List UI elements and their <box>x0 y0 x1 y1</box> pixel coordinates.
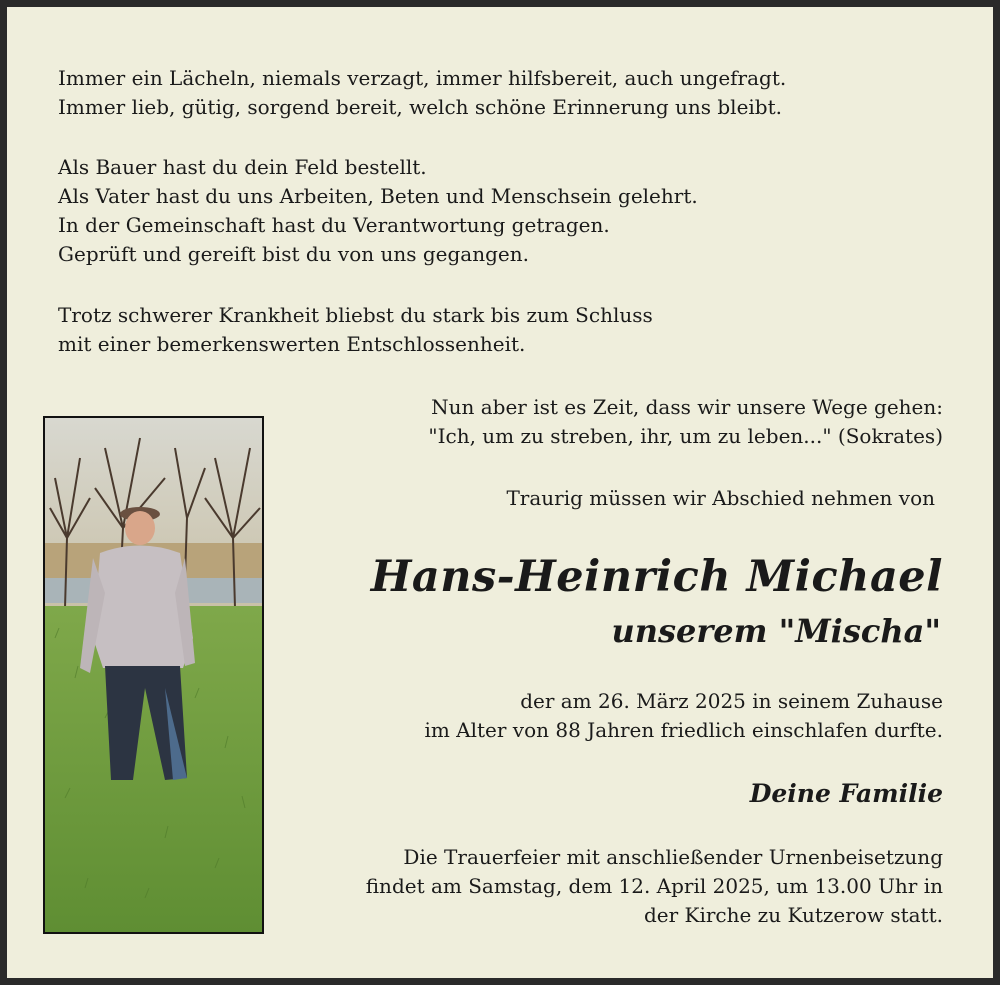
funeral-line: findet am Samstag, dem 12. April 2025, um 13.00 Uhr in <box>365 874 943 898</box>
deceased-name: Hans-Heinrich Michael <box>370 552 943 602</box>
funeral-line: Die Trauerfeier mit anschließender Urnenbeisetzung <box>403 845 943 869</box>
verse-2 <box>58 153 698 269</box>
farewell-intro: Traurig müssen wir Abschied nehmen von <box>506 486 935 510</box>
quote-line: "Ich, um zu streben, ihr, um zu leben..." (Sokrates) <box>428 424 943 448</box>
verse-3 <box>58 301 653 359</box>
notice-line: der am 26. März 2025 in seinem Zuhause <box>520 689 943 713</box>
verse-line: Als Vater hast du uns Arbeiten, Beten und Menschsein gelehrt. <box>58 184 698 208</box>
verse-line: Immer lieb, gütig, sorgend bereit, welch schöne Erinnerung uns bleibt. <box>58 95 782 119</box>
verse-line: Als Bauer hast du dein Feld bestellt. <box>58 155 427 179</box>
verse-line: Immer ein Lächeln, niemals verzagt, immer hilfsbereit, auch ungefragt. <box>58 66 787 90</box>
portrait-photo <box>43 416 264 934</box>
verse-line: mit einer bemerkenswerten Entschlossenheit. <box>58 332 526 356</box>
obituary-card <box>7 7 993 978</box>
death-notice <box>424 687 943 745</box>
funeral-info <box>366 843 943 930</box>
signature: Deine Familie <box>749 779 943 808</box>
verse-line: Trotz schwerer Krankheit bliebst du stark bis zum Schluss <box>58 303 653 327</box>
notice-line: im Alter von 88 Jahren friedlich einschlafen durfte. <box>424 718 943 742</box>
socrates-quote <box>428 393 943 451</box>
nickname: unserem "Mischa" <box>611 612 941 650</box>
quote-line: Nun aber ist es Zeit, dass wir unsere Wege gehen: <box>431 395 943 419</box>
funeral-line: der Kirche zu Kutzerow statt. <box>643 903 943 927</box>
verse-line: In der Gemeinschaft hast du Verantwortung getragen. <box>58 213 610 237</box>
verse-1 <box>58 64 786 122</box>
verse-line: Geprüft und gereift bist du von uns gegangen. <box>58 242 529 266</box>
